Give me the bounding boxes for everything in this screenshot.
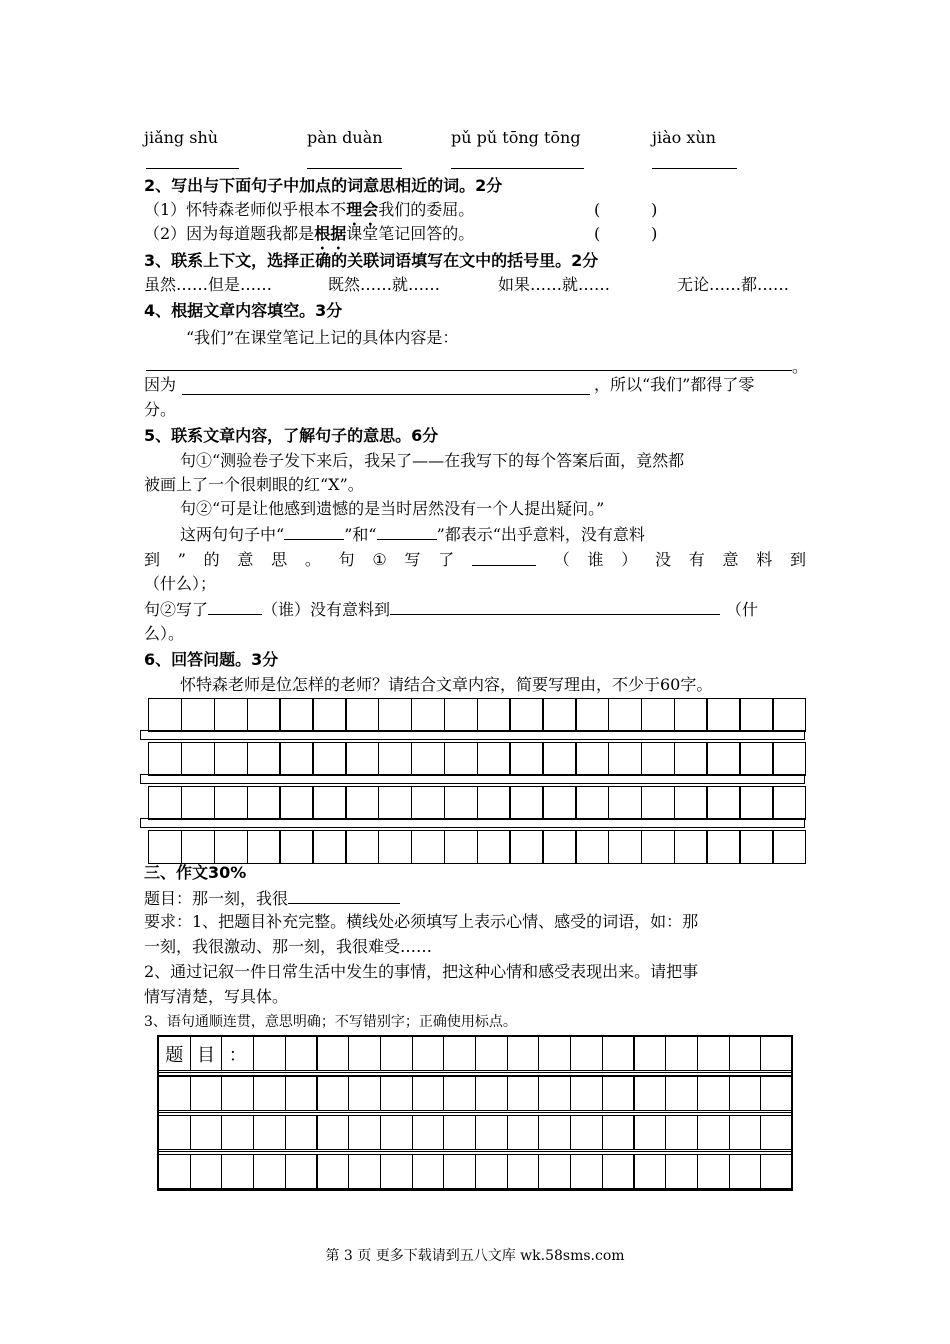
char: 思 [271, 550, 288, 569]
grid-cell[interactable] [317, 1076, 350, 1111]
grid-cell[interactable] [348, 1076, 381, 1111]
grid-cell[interactable] [641, 786, 675, 820]
grid-cell[interactable] [602, 1115, 635, 1150]
grid-cell[interactable] [317, 1115, 350, 1150]
grid-cell[interactable] [411, 786, 445, 820]
char: 意 [722, 550, 739, 569]
text: ”和“ [344, 525, 377, 544]
grid-cell[interactable] [412, 1076, 445, 1111]
char: 句 [338, 550, 355, 569]
grid-cell[interactable] [190, 1115, 223, 1150]
char: （ [553, 550, 570, 569]
grid-cell[interactable] [158, 1154, 191, 1189]
char: 。 [304, 550, 321, 569]
answer-paren[interactable]: ( ) [594, 200, 658, 219]
char: 了 [438, 550, 455, 569]
grid-cell[interactable] [665, 1076, 698, 1111]
sentence-2: 句②“可是让他感到遗憾的是当时居然没有一个人提出疑问。” [180, 499, 605, 518]
grid-cell[interactable] [475, 1076, 508, 1111]
grid-cell[interactable] [181, 786, 215, 820]
grid-cell[interactable] [214, 742, 248, 776]
grid-cell[interactable] [507, 1036, 540, 1071]
grid-cell[interactable] [444, 698, 478, 732]
grid-cell[interactable] [760, 1076, 793, 1111]
grid-cell[interactable] [190, 1154, 223, 1189]
q3-option: 虽然……但是…… [144, 275, 273, 294]
grid-cell[interactable] [221, 1154, 254, 1189]
grid-cell[interactable] [158, 1115, 191, 1150]
grid-cell[interactable] [378, 786, 412, 820]
period: 。 [792, 357, 809, 376]
q4-heading: 4、根据文章内容填空。3分 [144, 301, 343, 320]
q6-heading: 6、回答问题。3分 [144, 650, 279, 669]
grid-cell[interactable] [285, 1154, 318, 1189]
grid-cell[interactable] [697, 1036, 730, 1071]
grid-cell[interactable] [538, 1154, 571, 1189]
grid-cell[interactable] [475, 1154, 508, 1189]
grid-cell[interactable] [253, 1036, 286, 1071]
because-label: 因为 [144, 375, 177, 394]
grid-cell[interactable] [697, 1076, 730, 1111]
grid-cell[interactable] [634, 1154, 667, 1189]
answer-blank[interactable] [652, 168, 737, 169]
grid-cell[interactable] [475, 1036, 508, 1071]
q5-line5: 么）。 [144, 624, 185, 643]
grid-cell[interactable] [674, 786, 708, 820]
grid-cell[interactable] [509, 742, 543, 776]
req-3: 3、语句通顺连贯，意思明确；不写错别字；正确使用标点。 [144, 1014, 517, 1030]
grid-cell[interactable] [279, 698, 313, 732]
row-separator [140, 818, 805, 828]
grid-cell[interactable] [665, 1036, 698, 1071]
text: ”都表示“出乎意料，没有意料 [436, 525, 645, 544]
grid-cell[interactable] [772, 786, 806, 820]
so-text-cont: 分。 [144, 400, 177, 419]
grid-cell[interactable] [312, 786, 346, 820]
answer-blank[interactable] [146, 370, 792, 371]
grid-cell[interactable] [444, 742, 478, 776]
char: 有 [688, 550, 705, 569]
grid-cell[interactable] [148, 698, 182, 732]
answer-blank[interactable] [307, 168, 402, 169]
char: 意 [237, 550, 254, 569]
text: 课堂笔记回答的。 [346, 224, 475, 243]
grid-cell[interactable] [575, 830, 609, 864]
char: ① [372, 550, 387, 569]
grid-cell[interactable] [575, 698, 609, 732]
q6-prompt: 怀特森老师是位怎样的老师？请结合文章内容，简要写理由，不少于60字。 [180, 675, 713, 694]
row-separator [140, 774, 805, 784]
pinyin-2: pàn duàn [307, 128, 383, 147]
grid-cell[interactable] [253, 1076, 286, 1111]
grid-cell[interactable] [345, 830, 379, 864]
grid-cell[interactable] [411, 742, 445, 776]
q5-heading: 5、联系文章内容，了解句子的意思。6分 [144, 426, 439, 445]
grid-cell[interactable] [570, 1076, 603, 1111]
q3-option: 如果……就…… [498, 275, 611, 294]
grid-cell[interactable] [348, 1154, 381, 1189]
grid-cell[interactable] [443, 1036, 476, 1071]
grid-cell[interactable] [706, 698, 740, 732]
grid-cell[interactable] [542, 742, 576, 776]
grid-cell[interactable] [570, 1036, 603, 1071]
grid-cell[interactable] [739, 830, 773, 864]
sentence-1: 句①“测验卷子发下来后，我呆了——在我写下的每个答案后面，竟然都 [180, 451, 685, 470]
grid-cell[interactable] [509, 830, 543, 864]
grid-cell[interactable] [247, 742, 281, 776]
grid-cell[interactable] [443, 1154, 476, 1189]
grid-cell[interactable] [412, 1115, 445, 1150]
grid-cell[interactable] [570, 1115, 603, 1150]
req-1-cont: 一刻，我很激动、那一刻，我很难受…… [144, 937, 433, 956]
grid-cell[interactable] [602, 1076, 635, 1111]
grid-cell[interactable] [411, 830, 445, 864]
grid-cell[interactable] [538, 1115, 571, 1150]
char: 料 [756, 550, 773, 569]
grid-cell[interactable] [345, 698, 379, 732]
grid-cell[interactable] [697, 1154, 730, 1189]
char: 没 [654, 550, 671, 569]
text: （2）因为每道题我都是 [144, 224, 315, 243]
grid-cell[interactable] [345, 742, 379, 776]
grid-cell[interactable] [411, 698, 445, 732]
grid-cell[interactable] [665, 1154, 698, 1189]
q4-prompt: “我们”在课堂笔记上记的具体内容是： [186, 328, 459, 347]
grid-cell[interactable] [674, 830, 708, 864]
answer-blank[interactable] [390, 598, 720, 615]
grid-cell[interactable] [608, 830, 642, 864]
text: 我们的委屈。 [378, 200, 475, 219]
answer-blank[interactable] [146, 168, 239, 169]
grid-cell[interactable] [214, 698, 248, 732]
grid-cell[interactable] [665, 1115, 698, 1150]
grid-cell[interactable] [148, 786, 182, 820]
essay-heading: 三、作文30% [144, 863, 247, 882]
grid-cell[interactable] [739, 742, 773, 776]
answer-paren[interactable]: ( ) [594, 224, 658, 243]
grid-cell[interactable] [221, 1076, 254, 1111]
grid-cell[interactable] [509, 698, 543, 732]
grid-cell[interactable] [538, 1076, 571, 1111]
grid-cell[interactable] [608, 698, 642, 732]
grid-cell[interactable]: ： [221, 1036, 254, 1071]
q5-justified-line [144, 549, 806, 571]
grid-cell[interactable] [348, 1115, 381, 1150]
grid-cell[interactable] [542, 698, 576, 732]
q2-heading: 2、写出与下面句子中加点的词意思相近的词。2分 [144, 176, 503, 195]
q3-option: 既然……就…… [328, 275, 441, 294]
grid-cell[interactable] [253, 1154, 286, 1189]
grid-cell[interactable] [214, 786, 248, 820]
q3-option: 无论……都…… [677, 275, 790, 294]
grid-cell[interactable] [317, 1154, 350, 1189]
grid-cell[interactable] [706, 786, 740, 820]
grid-cell[interactable] [348, 1036, 381, 1071]
grid-cell[interactable] [279, 830, 313, 864]
answer-blank[interactable] [208, 598, 262, 615]
grid-cell[interactable] [477, 698, 511, 732]
grid-cell[interactable] [760, 1154, 793, 1189]
grid-cell[interactable] [247, 786, 281, 820]
grid-cell[interactable] [380, 1115, 413, 1150]
grid-cell[interactable] [706, 742, 740, 776]
grid-cell[interactable] [378, 698, 412, 732]
grid-cell[interactable] [634, 1036, 667, 1071]
grid-cell[interactable] [674, 742, 708, 776]
grid-cell[interactable] [378, 830, 412, 864]
char: 写 [404, 550, 421, 569]
grid-cell[interactable] [444, 786, 478, 820]
grid-cell[interactable] [443, 1115, 476, 1150]
grid-cell[interactable] [317, 1036, 350, 1071]
grid-cell[interactable] [444, 830, 478, 864]
grid-cell[interactable] [378, 742, 412, 776]
grid-cell[interactable] [412, 1154, 445, 1189]
grid-cell[interactable] [575, 742, 609, 776]
grid-cell[interactable] [279, 742, 313, 776]
grid-cell[interactable]: 题 [158, 1036, 191, 1071]
text: （什 [726, 600, 759, 619]
text: （谁）没有意料到 [262, 600, 391, 619]
sentence-1-cont: 被画上了一个很刺眼的红“X”。 [144, 475, 364, 494]
grid-cell[interactable] [345, 786, 379, 820]
grid-cell[interactable] [602, 1036, 635, 1071]
grid-cell[interactable] [739, 698, 773, 732]
grid-cell[interactable] [509, 786, 543, 820]
grid-cell[interactable] [380, 1076, 413, 1111]
page-footer: 第 3 页 更多下载请到五八文库 wk.58sms.com [325, 1248, 625, 1264]
grid-cell[interactable] [760, 1036, 793, 1071]
grid-cell[interactable] [641, 830, 675, 864]
grid-cell[interactable] [608, 786, 642, 820]
grid-cell[interactable] [190, 1076, 223, 1111]
row-separator [140, 730, 805, 740]
grid-cell[interactable] [538, 1036, 571, 1071]
answer-blank[interactable] [182, 394, 590, 395]
grid-cell[interactable] [542, 830, 576, 864]
grid-cell[interactable]: 目 [190, 1036, 223, 1071]
grid-cell[interactable] [285, 1115, 318, 1150]
grid-cell[interactable] [729, 1076, 762, 1111]
grid-cell[interactable] [477, 742, 511, 776]
grid-cell[interactable] [380, 1154, 413, 1189]
grid-cell[interactable] [412, 1036, 445, 1071]
grid-cell[interactable] [507, 1115, 540, 1150]
grid-cell[interactable] [575, 786, 609, 820]
req-2: 2、通过记叙一件日常生活中发生的事情，把这种心情和感受表现出来。请把事 [144, 962, 699, 981]
grid-cell[interactable] [475, 1115, 508, 1150]
grid-cell[interactable] [247, 830, 281, 864]
grid-cell[interactable] [221, 1115, 254, 1150]
grid-cell[interactable] [285, 1076, 318, 1111]
grid-cell[interactable] [729, 1036, 762, 1071]
grid-cell[interactable] [312, 698, 346, 732]
grid-cell[interactable] [542, 786, 576, 820]
grid-cell[interactable] [312, 830, 346, 864]
answer-blank[interactable] [377, 523, 437, 540]
q3-heading: 3、联系上下文，选择正确的关联词语填写在文中的括号里。2分 [144, 251, 599, 270]
grid-cell[interactable] [312, 742, 346, 776]
text: （1）怀特森老师似乎根本不 [144, 200, 347, 219]
grid-cell[interactable] [477, 830, 511, 864]
grid-cell[interactable] [279, 786, 313, 820]
text: 题目：那一刻，我很 [144, 889, 289, 908]
grid-cell[interactable] [507, 1076, 540, 1111]
pinyin-4: jiào xùn [652, 128, 716, 147]
grid-cell[interactable] [285, 1036, 318, 1071]
grid-cell[interactable] [443, 1076, 476, 1111]
text: 这两句句子中“ [180, 525, 285, 544]
text: 句②写了 [144, 600, 209, 619]
grid-cell[interactable] [507, 1154, 540, 1189]
char: 到 [144, 550, 161, 569]
grid-cell[interactable] [214, 830, 248, 864]
grid-cell[interactable] [181, 830, 215, 864]
grid-cell[interactable] [608, 742, 642, 776]
char: 谁 [587, 550, 604, 569]
dotted-word: 理会 [346, 200, 379, 219]
grid-cell[interactable] [253, 1115, 286, 1150]
q2-item-2 [144, 223, 474, 253]
q5-line4 [144, 598, 758, 621]
grid-cell[interactable] [772, 742, 806, 776]
grid-cell[interactable] [380, 1036, 413, 1071]
grid-cell[interactable] [674, 698, 708, 732]
answer-blank[interactable] [472, 549, 536, 566]
req-1: 要求：1、把题目补充完整。横线处必须填写上表示心情、感受的词语，如：那 [144, 912, 699, 931]
grid-cell[interactable] [602, 1154, 635, 1189]
q5-para [180, 523, 645, 546]
grid-cell[interactable] [181, 698, 215, 732]
grid-cell[interactable] [697, 1115, 730, 1150]
grid-cell[interactable] [706, 830, 740, 864]
grid-cell[interactable] [772, 830, 806, 864]
char: ” [177, 550, 186, 569]
answer-blank[interactable] [451, 168, 584, 169]
q5-what: （什么）； [144, 574, 217, 593]
grid-cell[interactable] [729, 1115, 762, 1150]
grid-cell[interactable] [181, 742, 215, 776]
essay-title [144, 887, 400, 910]
char: 到 [789, 550, 806, 569]
so-text: ，所以“我们”都得了零 [594, 375, 755, 394]
grid-cell[interactable] [634, 1076, 667, 1111]
grid-cell[interactable] [570, 1154, 603, 1189]
grid-cell[interactable] [760, 1115, 793, 1150]
grid-cell[interactable] [247, 698, 281, 732]
char: 的 [203, 550, 220, 569]
grid-cell[interactable] [634, 1115, 667, 1150]
grid-cell[interactable] [148, 742, 182, 776]
grid-cell[interactable] [158, 1076, 191, 1111]
grid-cell[interactable] [641, 698, 675, 732]
pinyin-1: jiǎng shù [144, 128, 219, 147]
grid-cell[interactable] [148, 830, 182, 864]
grid-cell[interactable] [729, 1154, 762, 1189]
grid-cell[interactable] [772, 698, 806, 732]
dotted-word: 根据 [314, 224, 347, 243]
grid-cell[interactable] [739, 786, 773, 820]
pinyin-3: pǔ pǔ tōng tōng [451, 128, 581, 147]
grid-cell[interactable] [641, 742, 675, 776]
answer-blank[interactable] [288, 887, 400, 904]
answer-blank[interactable] [284, 523, 344, 540]
grid-cell[interactable] [477, 786, 511, 820]
char: ） [621, 550, 638, 569]
req-2-cont: 情写清楚，写具体。 [144, 987, 289, 1006]
